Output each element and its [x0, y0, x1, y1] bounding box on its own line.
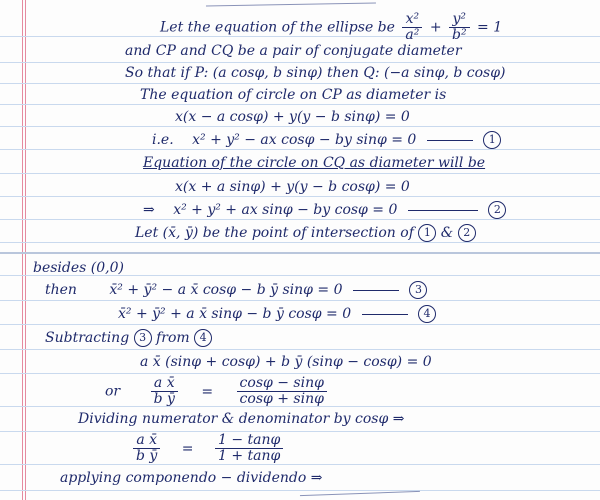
- note-line-11: besides (0,0): [33, 260, 124, 276]
- note-line-18: [130, 433, 286, 464]
- equation-tag: 2: [458, 224, 476, 242]
- equation-text: x̄² + ȳ² − a x̄ cosφ − b ȳ sinφ = 0: [109, 282, 343, 298]
- prefix-text: i.e.: [152, 132, 174, 148]
- note-line-12: [45, 281, 427, 299]
- ruled-line: [0, 149, 600, 150]
- note-line-6: [152, 131, 501, 149]
- note-text: from: [156, 330, 190, 346]
- note-line-16: [105, 376, 330, 407]
- fraction-denominator: cosφ + sinφ: [239, 391, 324, 407]
- y-bar: ȳ: [184, 225, 193, 241]
- fraction-denominator: b²: [452, 27, 467, 43]
- leader-line: [353, 290, 399, 291]
- note-line-19: applying componendo − dividendo ⇒: [60, 470, 323, 486]
- note-line-14: [45, 329, 212, 347]
- ruled-line: [0, 324, 600, 325]
- equation-text: x̄² + ȳ² + a x̄ sinφ − b ȳ cosφ = 0: [118, 306, 352, 322]
- equation-tag: 1: [483, 131, 501, 149]
- note-text: Subtracting: [45, 330, 130, 346]
- ruled-line: [0, 196, 600, 197]
- prefix-text: then: [45, 282, 77, 298]
- equation-tag: 2: [488, 201, 506, 219]
- equation-text: x² + y² + ax sinφ − by cosφ = 0: [173, 202, 398, 218]
- implies-arrow: ⇒: [143, 202, 155, 218]
- fraction-numerator: a x̄: [133, 433, 160, 449]
- note-line-15: a x̄ (sinφ + cosφ) + b ȳ (sinφ − cosφ) = 0: [140, 354, 432, 370]
- fraction-right: [237, 376, 327, 407]
- equation-tag: 1: [418, 224, 436, 242]
- fraction-x: [402, 12, 422, 43]
- fraction-numerator: cosφ − sinφ: [237, 376, 327, 392]
- leader-line: [408, 210, 478, 211]
- equals-sign: =: [201, 383, 214, 400]
- note-text: Let (: [135, 225, 169, 241]
- ruled-line: [0, 300, 600, 301]
- leader-line: [427, 140, 473, 141]
- equals-sign: =: [181, 440, 194, 457]
- note-line-3: So that if P: (a cosφ, b sinφ) then Q: (−a sinφ, b cosφ): [125, 65, 506, 81]
- ruled-line: [0, 126, 600, 127]
- note-text: ) be the point of intersection of: [192, 225, 414, 241]
- fraction-y: [449, 12, 470, 43]
- plus-sign: +: [429, 19, 442, 36]
- note-line-9: [143, 201, 506, 219]
- fraction-numerator: x²: [402, 12, 422, 28]
- ruled-line: [0, 62, 600, 63]
- ruled-line: [0, 104, 600, 105]
- margin-line: [22, 0, 23, 500]
- equals-one: = 1: [477, 19, 503, 36]
- note-line-10: [135, 224, 476, 242]
- fraction-denominator: 1 + tanφ: [217, 448, 281, 464]
- equation-tag: 3: [134, 329, 152, 347]
- ampersand: &: [440, 225, 454, 241]
- fraction-numerator: 1 − tanφ: [215, 433, 283, 449]
- ruled-line: [0, 490, 600, 491]
- fraction-numerator: a x̄: [151, 376, 178, 392]
- ruled-line: [0, 373, 600, 374]
- fraction-left: [133, 433, 160, 464]
- note-line-8: x(x + a sinφ) + y(y − b cosφ) = 0: [175, 179, 410, 195]
- page-break: [0, 252, 600, 254]
- note-line-17: Dividing numerator & denominator by cosφ ⇒: [78, 411, 405, 427]
- prefix-text: or: [105, 383, 121, 400]
- fraction-numerator: y²: [449, 12, 470, 28]
- ruled-line: [0, 349, 600, 350]
- leader-line: [362, 314, 408, 315]
- ruled-line: [0, 83, 600, 84]
- note-line-4: The equation of circle on CP as diameter is: [140, 87, 447, 103]
- ruled-line: [0, 464, 600, 465]
- fraction-denominator: a²: [405, 27, 420, 43]
- fraction-left: [151, 376, 178, 407]
- note-line-2: and CP and CQ be a pair of conjugate diameter: [125, 43, 462, 59]
- comma: ,: [176, 225, 185, 241]
- equation-text: x² + y² − ax cosφ − by sinφ = 0: [192, 132, 417, 148]
- note-line-1: [160, 12, 502, 43]
- note-line-13: [118, 305, 436, 323]
- ruled-line: [0, 219, 600, 220]
- ruled-line: [0, 431, 600, 432]
- scribble-mark: [300, 491, 420, 500]
- fraction-denominator: b ȳ: [153, 391, 175, 407]
- note-text: Equation of the circle on CQ as diameter will be: [143, 155, 486, 171]
- ruled-line: [0, 173, 600, 174]
- ruled-line: [0, 242, 600, 243]
- note-line-7: [143, 154, 485, 172]
- x-bar: x̄: [168, 225, 177, 241]
- equation-tag: 4: [418, 305, 436, 323]
- note-text: Let the equation of the ellipse be: [160, 19, 395, 36]
- note-line-5: x(x − a cosφ) + y(y − b sinφ) = 0: [175, 109, 410, 125]
- equation-tag: 4: [194, 329, 212, 347]
- fraction-right: [215, 433, 283, 464]
- equation-tag: 3: [409, 281, 427, 299]
- fraction-denominator: b ȳ: [136, 448, 158, 464]
- scribble-mark: [206, 3, 376, 11]
- margin-line-inner: [25, 0, 26, 500]
